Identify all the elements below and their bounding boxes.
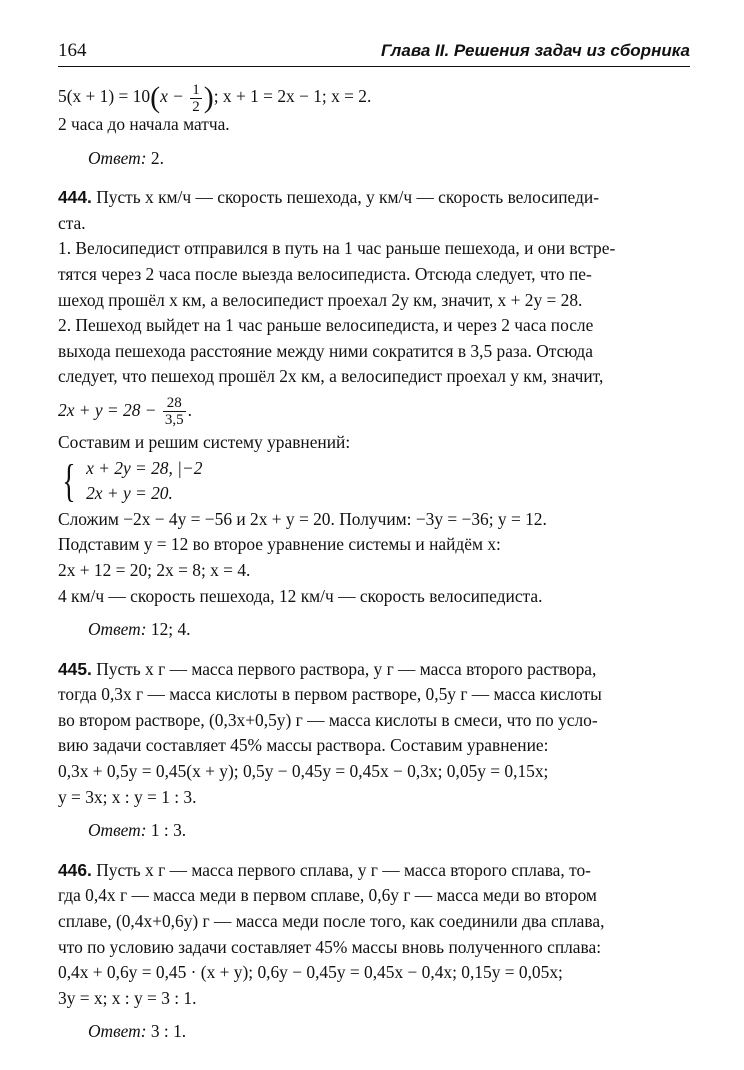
answer-label: Ответ: — [88, 820, 147, 841]
text-line: Составим и решим систему уравнений: — [58, 431, 351, 452]
answer — [88, 146, 692, 172]
problem-number: 445. — [58, 658, 92, 679]
text-line: гда 0,4x г — масса меди в первом сплаве, 0,6y г — масса меди во втором — [58, 885, 597, 906]
text-line: 3y = x; x : y = 3 : 1. — [58, 987, 197, 1008]
answer — [88, 818, 692, 844]
paren: ) — [203, 81, 214, 114]
problem-number: 444. — [58, 187, 92, 208]
fraction-denominator: 2 — [192, 98, 200, 115]
text-line: Подставим y = 12 во второе уравнение системы и найдём x: — [58, 534, 501, 555]
system-equation: x + 2y = 28, |−2 — [86, 457, 203, 478]
problem-445 — [58, 657, 692, 844]
text-line: 4 км/ч — скорость пешехода, 12 км/ч — скорость велосипедиста. — [58, 585, 543, 606]
fraction-numerator: 28 — [163, 395, 186, 412]
eq-part: x − — [160, 86, 184, 106]
fraction-denominator: 3,5 — [164, 412, 184, 429]
eq-part: ; x + 1 = 2x − 1; x = 2. — [213, 86, 372, 106]
fraction-numerator: 1 — [192, 81, 200, 98]
text-span: Пусть x г — масса первого сплава, y г — масса второго сплава, то- — [91, 859, 591, 880]
answer — [88, 1019, 692, 1045]
fraction — [163, 395, 186, 428]
text-line: ста. — [58, 212, 86, 233]
text-line: тогда 0,3x г — масса кислоты в первом растворе, 0,5y г — масса кислоты — [58, 684, 602, 705]
text-line: что по условию задачи составляет 45% массы вновь полученного сплава: — [58, 936, 602, 957]
problem-446 — [58, 858, 692, 1045]
answer-label: Ответ: — [88, 147, 147, 168]
eq-part: 5(x + 1) = 10 — [58, 86, 151, 106]
answer-value: 2. — [150, 147, 164, 168]
text-line: 2. Пешеход выйдет на 1 час раньше велосипедиста, и через 2 часа после — [58, 315, 594, 336]
equation-system — [58, 456, 692, 507]
answer-label: Ответ: — [88, 1021, 147, 1042]
text-line — [58, 185, 692, 211]
system-equation: 2x + y = 20. — [86, 483, 173, 504]
text-line: 2x + 12 = 20; 2x = 8; x = 4. — [58, 559, 251, 580]
text-line: 1. Велосипедист отправился в путь на 1 час раньше пешехода, и они встре- — [58, 238, 616, 259]
text-line: выхода пешехода расстояние между ними сократится в 3,5 раза. Отсюда — [58, 340, 593, 361]
answer — [88, 617, 692, 643]
page-number: 164 — [58, 40, 87, 61]
text-line: вию задачи составляет 45% массы раствора. Составим уравнение: — [58, 735, 549, 756]
page-body — [58, 80, 692, 1059]
paren: ( — [150, 81, 161, 114]
text-line: 0,3x + 0,5y = 0,45(x + y); 0,5y − 0,45y = 0,45x − 0,3x; 0,05y = 0,15x; — [58, 761, 549, 782]
answer-value: 3 : 1. — [150, 1021, 187, 1042]
text-line: во втором растворе, (0,3x+0,5y) г — масса кислоты в смеси, что по усло- — [58, 709, 598, 730]
eq-part: 2x + y = 28 − — [58, 399, 157, 420]
brace: { — [62, 455, 76, 507]
problem-444 — [58, 185, 692, 643]
eq-part: . — [187, 399, 192, 420]
text-line: Сложим −2x − 4y = −56 и 2x + y = 20. Получим: −3y = −36; y = 12. — [58, 508, 547, 529]
text-line: следует, что пешеход прошёл 2x км, а велосипедист проехал y км, значит, — [58, 366, 604, 387]
answer-value: 12; 4. — [150, 619, 191, 640]
text-line: 2 часа до начала матча. — [58, 114, 230, 134]
answer-label: Ответ: — [88, 619, 147, 640]
fraction — [190, 82, 202, 115]
text-line: тятся через 2 часа после выезда велосипедиста. Отсюда следует, что пе- — [58, 263, 592, 284]
equation-line — [58, 390, 692, 430]
chapter-title: Глава II. Решения задач из сборника — [381, 41, 690, 60]
system-lines — [86, 456, 202, 507]
text-span: Пусть x г — масса первого раствора, y г — масса второго раствора, — [91, 658, 597, 679]
text-line: 0,4x + 0,6y = 0,45 · (x + y); 0,6y − 0,45y = 0,45x − 0,4x; 0,15y = 0,05x; — [58, 962, 563, 983]
text-line — [58, 657, 692, 683]
text-line: y = 3x; x : y = 1 : 3. — [58, 786, 197, 807]
answer-value: 1 : 3. — [150, 820, 187, 841]
text-span: Пусть x км/ч — скорость пешехода, y км/ч — скорость велосипеди- — [91, 187, 599, 208]
text-line — [58, 858, 692, 884]
text-line: шеход прошёл x км, а велосипедист проехал 2y км, значит, x + 2y = 28. — [58, 289, 583, 310]
page-header — [58, 32, 690, 67]
problem-number: 446. — [58, 859, 92, 880]
text-line: сплаве, (0,4x+0,6y) г — масса меди после того, как соединили два сплава, — [58, 911, 605, 932]
equation-line — [58, 80, 692, 115]
